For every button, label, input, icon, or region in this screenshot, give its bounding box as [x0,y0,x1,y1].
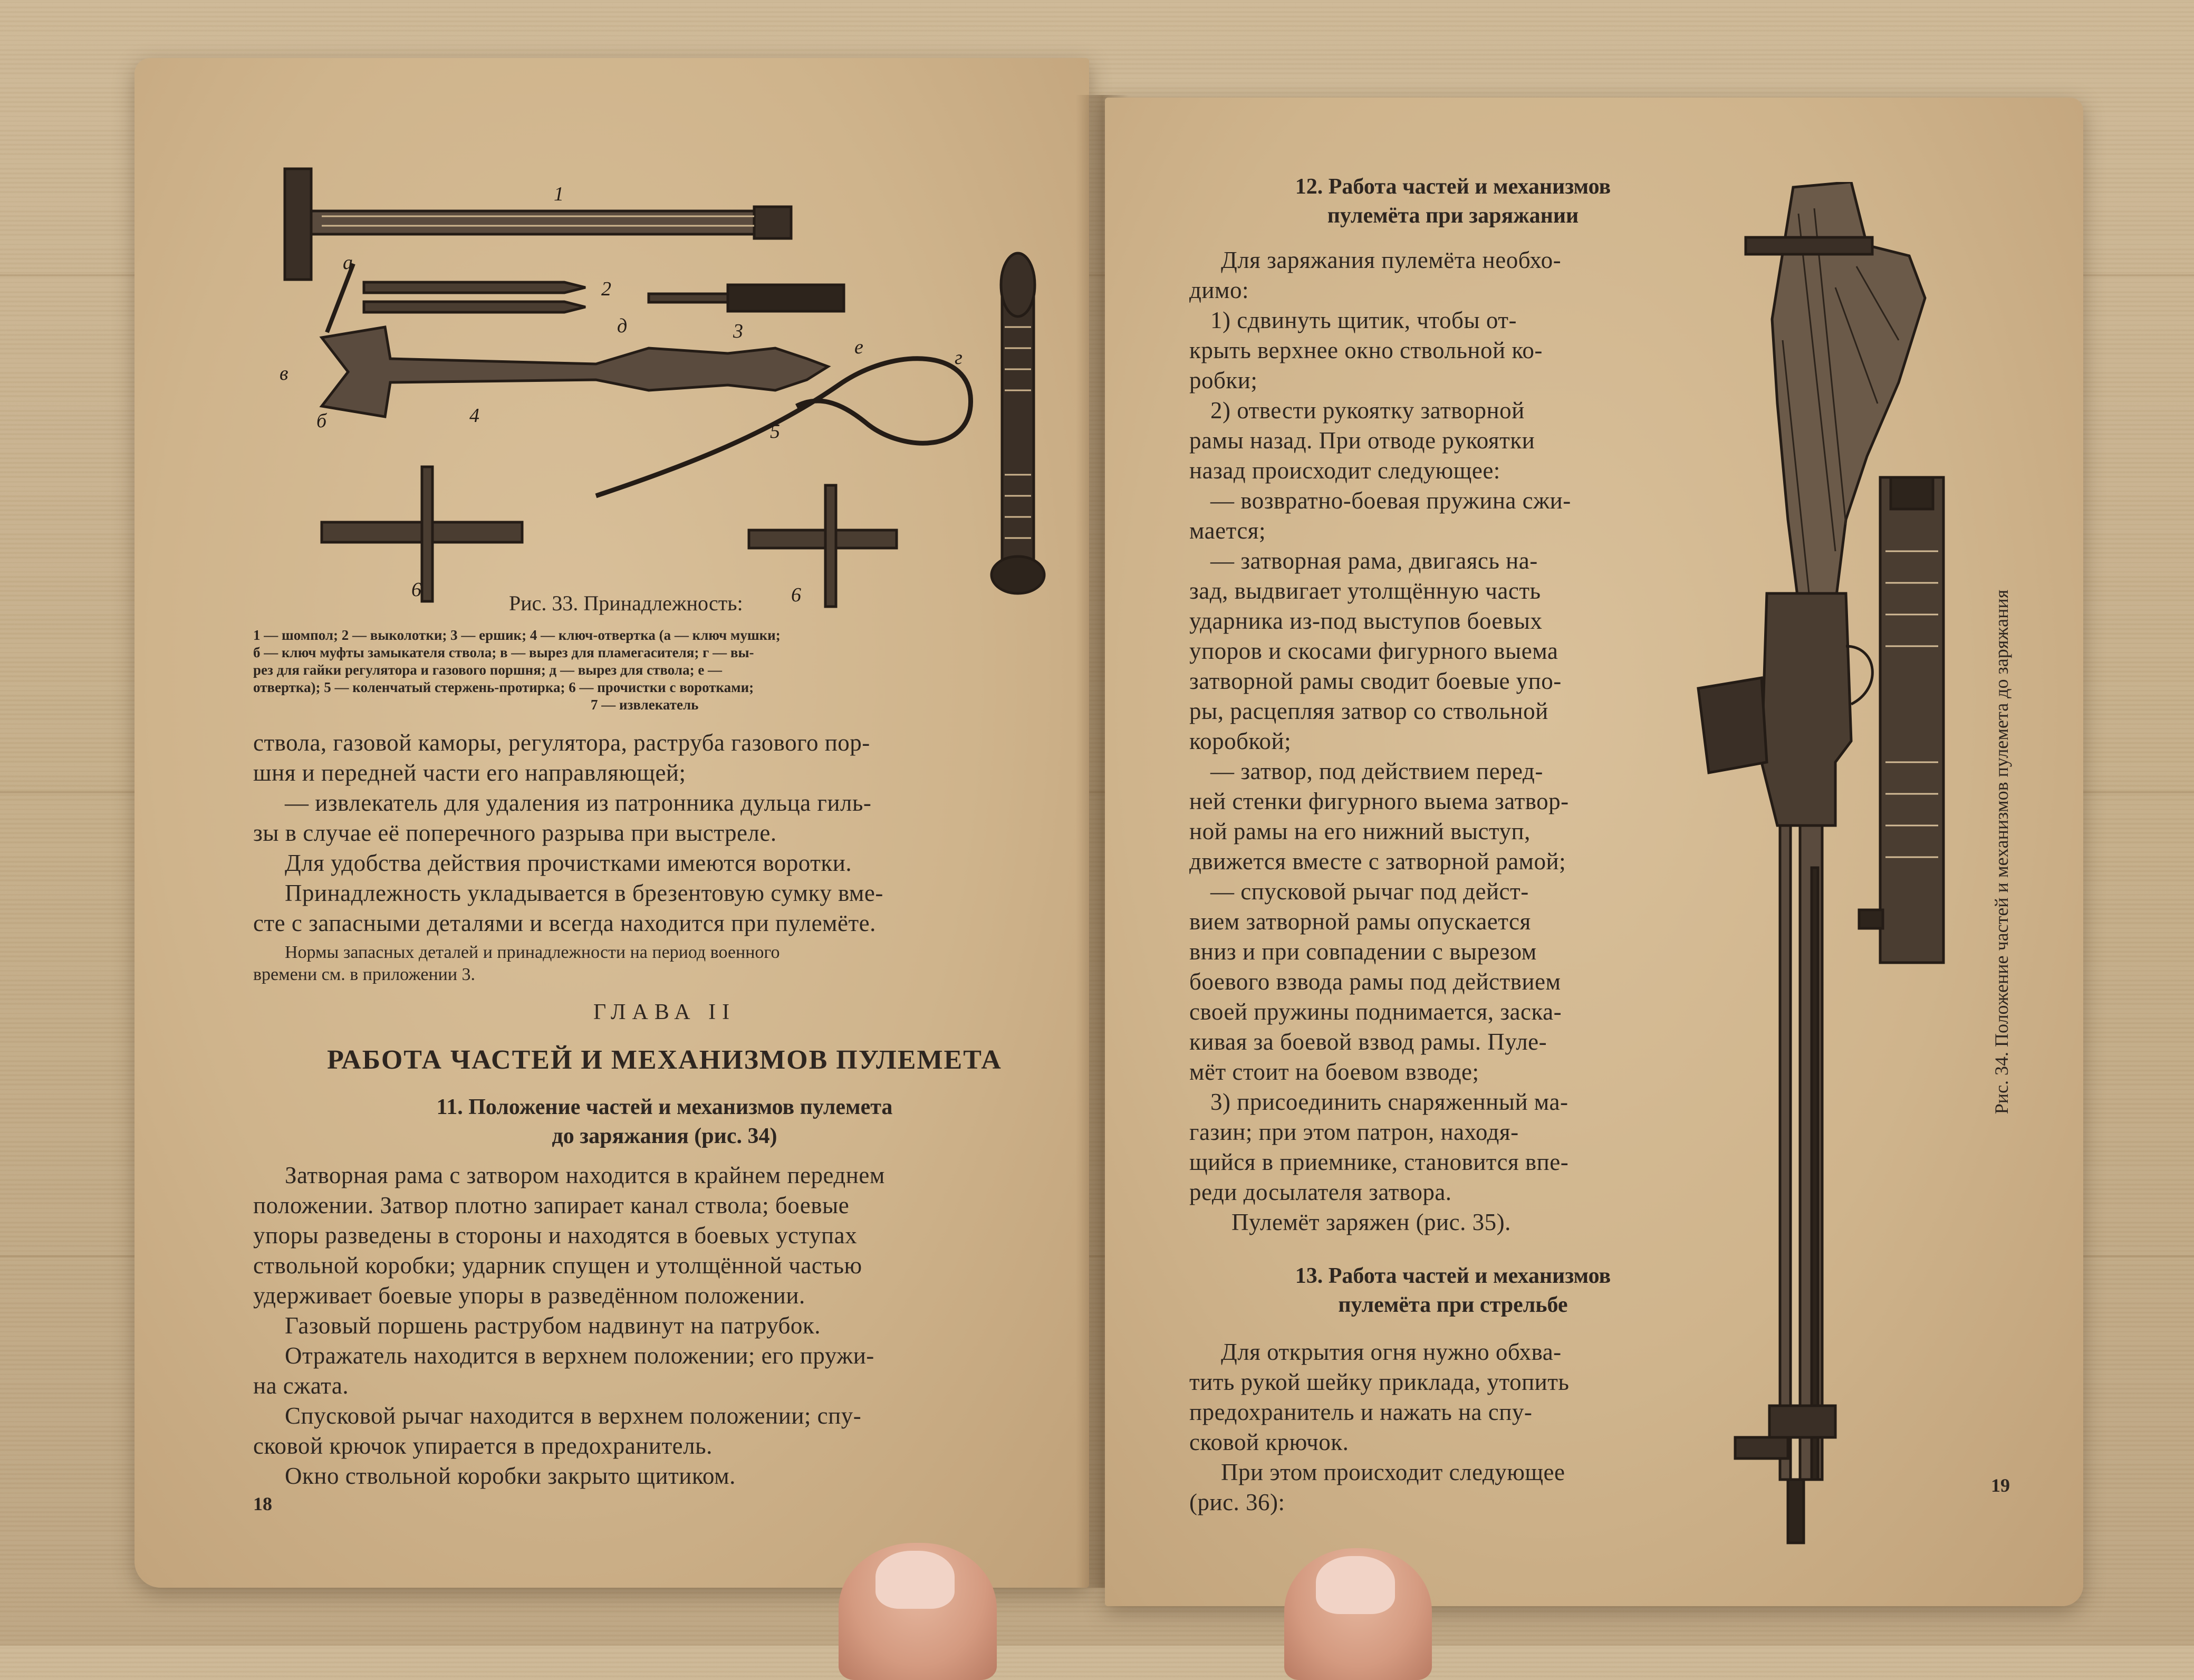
section-11-text [253,1160,1076,1491]
body-line: Принадлежность укладывается в брезентовую сумку вме- [285,880,883,906]
figure-34-machine-gun-cutaway [1677,182,1962,1553]
body-line: газин; при этом патрон, находя- [1189,1119,1519,1145]
body-line: 2) отвести рукоятку затворной [1210,397,1525,424]
fig33-label: 3 [733,320,743,342]
body-line: коробкой; [1189,728,1292,754]
page-number-left: 18 [253,1493,272,1514]
body-line: димо: [1189,277,1249,303]
body-line: реди досылателя затвора. [1189,1179,1452,1205]
fig33-label: б [316,410,327,432]
body-line: ры, расцепляя затвор со ствольной [1189,698,1548,724]
fig33-label: г [955,347,963,369]
body-line: ствола, газовой каморы, регулятора, раструба газового пор- [253,729,870,756]
body-line: ной рамы на его нижний выступ, [1189,818,1531,844]
left-thumbnail [875,1551,955,1609]
body-line: 3) присоединить снаряженный ма- [1210,1089,1568,1115]
body-line: зад, выдвигает утолщённую часть [1189,578,1541,604]
section-12-title: пулемёта при заряжании [1327,204,1579,228]
section-12-text [1189,245,1727,1237]
body-line: ней стенки фигурного выема затвор- [1189,788,1569,814]
figure-34-caption: Рис. 34. Положение частей и механизмов пулемета до заряжания [1991,589,2012,1115]
fig33-label: 1 [554,183,564,205]
note-line: времени см. в приложении 3. [253,965,476,984]
body-line: — извлекатель для удаления из патронника дульца гиль- [285,790,872,816]
body-line: Спусковой рычаг находится в верхнем положении; спу- [285,1403,862,1429]
body-line: робки; [1189,367,1258,393]
body-line: сковой крючок упирается в предохранитель. [253,1433,713,1459]
figure-33-legend [253,627,1076,714]
body-line: (рис. 36): [1189,1489,1285,1515]
body-line: — затворная рама, двигаясь на- [1210,548,1538,574]
body-line: Пулемёт заряжен (рис. 35). [1231,1209,1511,1235]
body-line: упоры разведены в стороны и находятся в боевых уступах [253,1222,858,1249]
fig33-label: а [343,252,353,274]
fig33-label: 5 [770,420,780,443]
right-thumbnail [1316,1556,1395,1614]
cleaning-rod [311,211,786,234]
body-line: вием затворной рамы опускается [1189,908,1531,935]
legend-line: 7 — извлекатель [591,697,699,713]
body-line: зы в случае её поперечного разрыва при выстреле. [253,820,777,846]
body-line: Для заряжания пулемёта необхо- [1221,247,1562,273]
note-line: Нормы запасных деталей и принадлежности на период военного [285,943,780,962]
body-line: своей пружины поднимается, заска- [1189,999,1562,1025]
body-line: упоров и скосами фигурного выема [1189,638,1558,664]
chapter-title: РАБОТА ЧАСТЕЙ И МЕХАНИЗМОВ ПУЛЕМЕТА [327,1045,1002,1075]
fig33-label: в [280,362,288,385]
legend-line: рез для гайки регулятора и газового поршня; д — вырез для ствола; е — [253,662,723,678]
body-line: положении. Затвор плотно запирает канал ствола; боевые [253,1192,850,1218]
page-number-right: 19 [1991,1475,2010,1496]
section-11-title: 11. Положение частей и механизмов пулемета [436,1095,893,1119]
fig33-label: е [854,336,863,358]
body-line: щийся в приемнике, становится впе- [1189,1149,1569,1175]
body-line: вниз и при совпадении с вырезом [1189,938,1537,965]
body-line: Окно ствольной коробки закрыто щитиком. [285,1463,736,1489]
fig33-label: 2 [601,278,611,300]
body-line: шня и передней части его направляющей; [253,760,686,786]
body-line: мается; [1189,517,1266,544]
drift-punch [364,302,585,312]
body-line: рамы назад. При отводе рукоятки [1189,427,1535,454]
magazine-stub [1698,678,1767,773]
body-line: ствольной коробки; ударник спущен и утолщённой частью [253,1252,862,1279]
body-line: сковой крючок. [1189,1429,1349,1455]
body-line: крыть верхнее окно ствольной ко- [1189,337,1543,363]
section-12-title: 12. Работа частей и механизмов [1295,175,1611,199]
fig33-label: 6 [791,584,801,606]
legend-line: 1 — шомпол; 2 — выколотки; 3 — ершик; 4 — ключ-отвертка (а — ключ мушки; [253,627,781,643]
body-line: сте с запасными деталями и всегда находится при пулемёте. [253,910,876,936]
section-13-title: пулемёта при стрельбе [1338,1293,1568,1317]
body-line: движется вместе с затворной рамой; [1189,848,1566,875]
body-line: кивая за боевой взвод рамы. Пуле- [1189,1029,1547,1055]
left-page [134,58,1089,1588]
section-11-title: до заряжания (рис. 34) [552,1124,777,1148]
body-line: тить рукой шейку приклада, утопить [1189,1369,1570,1395]
body-line: боевого взвода рамы под действием [1189,968,1561,995]
right-page [1105,98,2083,1606]
norms-note [253,942,1076,986]
body-line: 1) сдвинуть щитик, чтобы от- [1210,307,1517,333]
body-line: на сжата. [253,1372,349,1399]
chapter-label: ГЛАВА II [593,1000,736,1024]
legend-line: б — ключ муфты замыкателя ствола; в — вырез для пламегасителя; г — вы- [253,645,754,660]
body-line: ударника из-под выступов боевых [1189,608,1543,634]
section-13-text [1189,1337,1727,1518]
fig33-label: д [617,315,628,337]
fig33-label: 4 [469,405,479,427]
cleaning-tool-6b [749,530,897,548]
body-line: При этом происходит следующее [1221,1459,1565,1485]
section-13-title: 13. Работа частей и механизмов [1295,1264,1611,1288]
body-line: предохранитель и нажать на спу- [1189,1399,1533,1425]
body-line: Для удобства действия прочистками имеются воротки. [285,850,852,876]
extractor-tool [1002,295,1034,570]
bore-brush [728,285,844,311]
drift-punch [364,282,585,293]
receiver [1762,593,1851,825]
body-line: мёт стоит на боевом взводе; [1189,1059,1479,1085]
body-line: — возвратно-боевая пружина сжи- [1210,487,1571,514]
body-line: Газовый поршень раструбом надвинут на патрубок. [285,1312,821,1339]
figure-33-caption: Рис. 33. Принадлежность: [509,591,743,615]
bolt-carrier [1880,477,1943,963]
fig33-label: 6 [411,579,421,601]
body-line: затворной рамы сводит боевые упо- [1189,668,1562,694]
body-line: удерживает боевые упоры в разведённом положении. [253,1282,805,1309]
body-line: — затвор, под действием перед- [1210,758,1543,784]
left-body-text [253,728,1076,938]
figure-33-accessories [269,158,1071,617]
body-line: Отражатель находится в верхнем положении; его пружи- [285,1342,874,1369]
legend-line: отвертка); 5 — коленчатый стержень-протирка; 6 — прочистки с воротками; [253,679,754,695]
body-line: назад происходит следующее: [1189,457,1500,484]
cleaning-rod-handle [285,169,311,280]
combination-wrench [322,327,828,417]
body-line: — спусковой рычаг под дейст- [1210,878,1529,905]
body-line: Для открытия огня нужно обхва- [1221,1339,1562,1365]
body-line: Затворная рама с затвором находится в крайнем переднем [285,1162,885,1188]
